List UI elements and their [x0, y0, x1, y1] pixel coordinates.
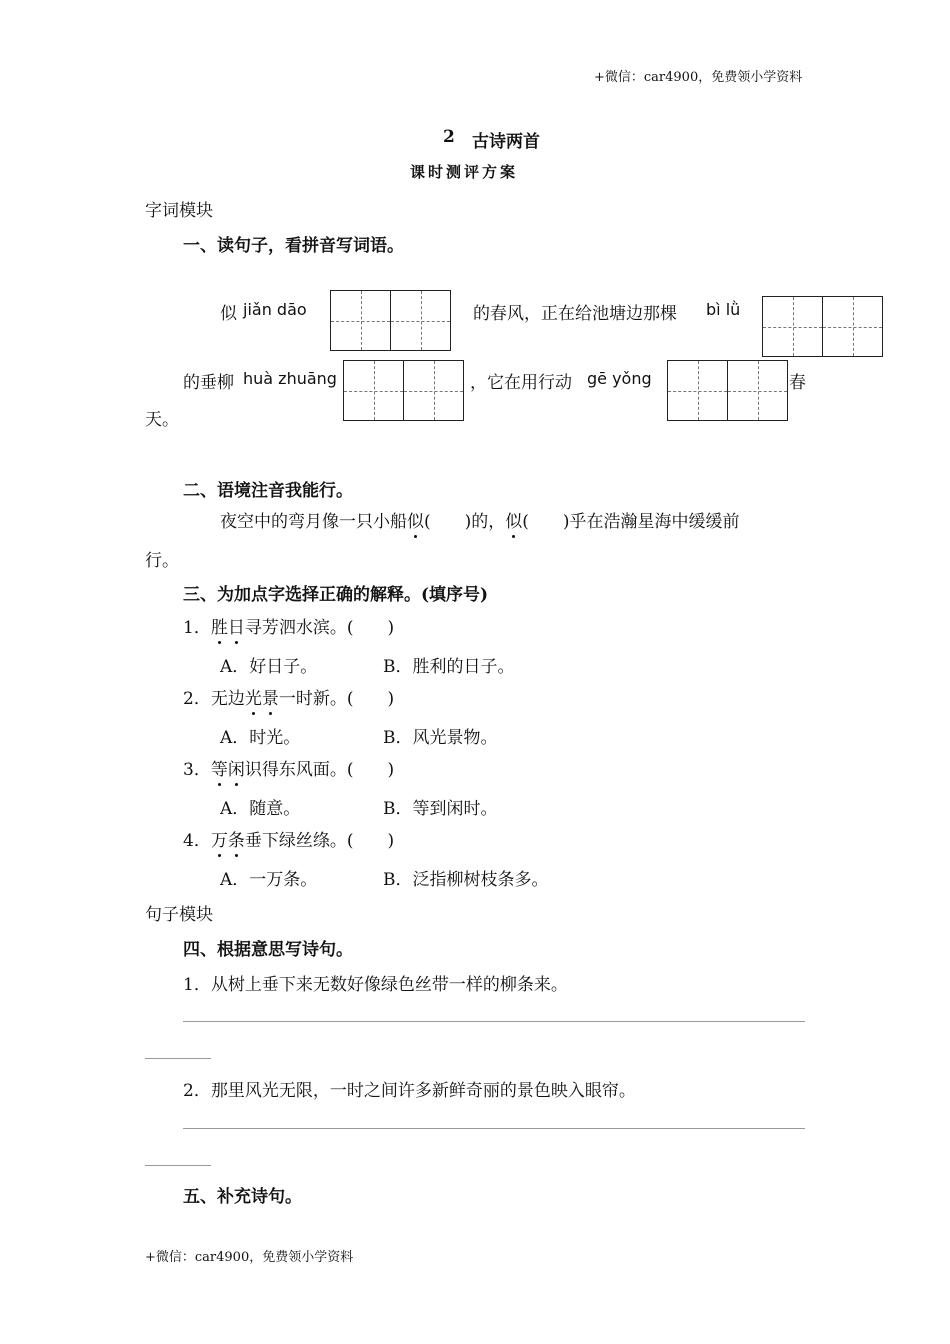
dotted-char: 万 [210, 831, 228, 851]
q4-item: 1．从树上垂下来无数好像绿色丝带一样的柳条来。 [183, 975, 568, 995]
dotted-char: 闲 [227, 760, 245, 780]
pinyin-bilv: bì lǜ [706, 300, 741, 319]
q2-text: 夜空中的弯月像一只小船 [220, 512, 407, 532]
q1-text-segment: 似 [220, 304, 237, 324]
pinyin-geyong: gē yǒng [587, 369, 652, 388]
answer-line-continuation[interactable] [145, 1058, 211, 1059]
dotted-char: 光 [244, 689, 262, 709]
item-number: 4． [183, 831, 211, 851]
option-b: B．泛指柳树枝条多。 [383, 870, 549, 890]
q1-text-segment: 的垂柳 [183, 373, 234, 393]
q2-blank-1[interactable]: ( )的， [424, 512, 506, 532]
q2-blank-2[interactable]: ( )乎在浩瀚星海中缓缓前 [522, 512, 740, 532]
item-text-blank[interactable]: 寻芳泗水滨。( ) [244, 618, 395, 638]
question-4-heading: 四、根据意思写诗句。 [183, 940, 353, 960]
item-text-blank[interactable]: 识得东风面。( ) [244, 760, 395, 780]
dotted-chars [211, 831, 245, 851]
option-b: B．等到闲时。 [383, 799, 498, 819]
q3-item [183, 684, 394, 709]
item-number: 3． [183, 760, 211, 780]
footer-contact: +微信：car4900，免费领小学资料 [145, 1250, 354, 1265]
q1-text-segment: ，它在用行动 [470, 373, 572, 393]
item-number: 1． [183, 618, 211, 638]
q2-text: 行。 [145, 551, 179, 571]
answer-line[interactable] [183, 1128, 805, 1129]
option-b: B．胜利的日子。 [383, 657, 515, 677]
dotted-char: 似 [407, 512, 424, 532]
lesson-number: 2 [443, 127, 455, 147]
header-contact: +微信：car4900，免费领小学资料 [594, 70, 803, 85]
module-title-sentences: 句子模块 [145, 905, 213, 925]
item-number: 2． [183, 689, 211, 709]
option-a: A．随意。 [220, 799, 301, 819]
q3-item [183, 826, 394, 851]
page-subtitle: 课时测评方案 [410, 163, 519, 181]
q3-item [183, 613, 394, 638]
answer-line-continuation[interactable] [145, 1165, 211, 1166]
dotted-chars [245, 689, 279, 709]
writing-grid-bilv[interactable] [762, 296, 883, 357]
writing-grid-jiandao[interactable] [330, 290, 451, 351]
item-text-blank[interactable]: 垂下绿丝绦。( ) [244, 831, 395, 851]
q2-sentence [220, 507, 740, 532]
q1-text-segment: 天。 [145, 410, 179, 430]
question-5-heading: 五、补充诗句。 [183, 1187, 302, 1207]
page-title: 古诗两首 [472, 132, 540, 152]
dotted-chars [211, 618, 245, 638]
option-a: A．好日子。 [220, 657, 318, 677]
module-title-words: 字词模块 [145, 201, 213, 221]
q3-item [183, 755, 394, 780]
question-2-heading: 二、语境注音我能行。 [183, 481, 353, 501]
writing-grid-geyong[interactable] [667, 360, 788, 421]
pinyin-jiandao: jiǎn dāo [243, 300, 307, 319]
dotted-chars [211, 760, 245, 780]
option-a: A．一万条。 [220, 870, 318, 890]
dotted-char: 等 [210, 760, 228, 780]
question-1-heading: 一、读句子，看拼音写词语。 [183, 236, 404, 256]
dotted-char: 景 [261, 689, 279, 709]
option-a: A．时光。 [220, 728, 301, 748]
q1-text-segment: 的春风，正在给池塘边那棵 [473, 304, 677, 324]
pinyin-huazhuang: huà zhuāng [243, 369, 337, 388]
dotted-char: 似 [505, 512, 523, 532]
q4-item: 2．那里风光无限，一时之间许多新鲜奇丽的景色映入眼帘。 [183, 1081, 636, 1101]
item-text-blank[interactable]: 一时新。( ) [278, 689, 395, 709]
answer-line[interactable] [183, 1021, 805, 1022]
question-3-heading: 三、为加点字选择正确的解释。(填序号) [183, 585, 489, 605]
dotted-char: 胜 [210, 618, 228, 638]
dotted-char: 条 [227, 831, 245, 851]
writing-grid-huazhuang[interactable] [343, 360, 464, 421]
option-b: B．风光景物。 [383, 728, 498, 748]
item-text: 无边 [210, 689, 245, 709]
dotted-char: 日 [227, 618, 245, 638]
q1-text-segment: 春 [789, 373, 806, 393]
